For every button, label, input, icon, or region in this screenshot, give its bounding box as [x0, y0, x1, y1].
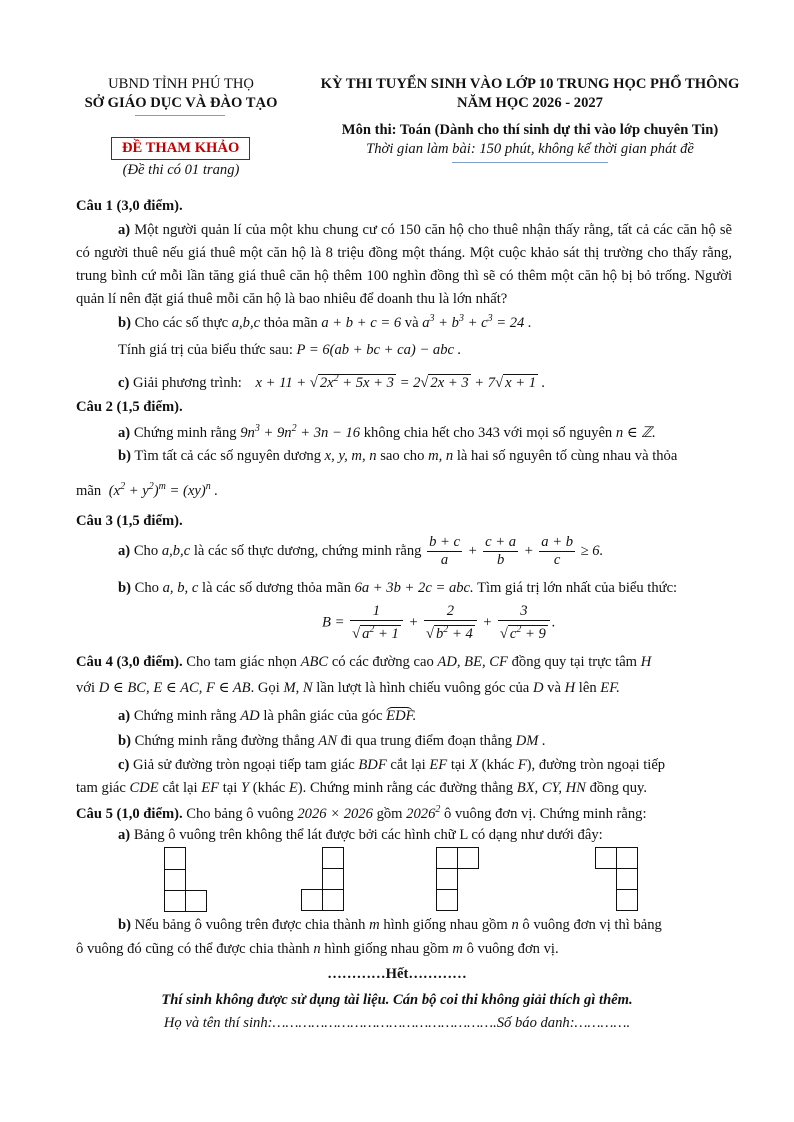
q2a-text2: không chia hết cho 343 với mọi số nguyên	[363, 424, 613, 441]
q4c-line2	[76, 780, 647, 797]
q4-intro7: và	[547, 680, 561, 696]
q4c-text11: đồng quy.	[589, 780, 647, 796]
q2a-text1: Chứng minh rằng	[133, 424, 237, 441]
q1b-text1: Cho các số thực	[134, 314, 229, 331]
right-header-underline	[452, 162, 608, 163]
q2b-label: b)	[118, 448, 131, 464]
q4c-e: E	[288, 780, 298, 796]
q5-intro-line	[76, 804, 647, 823]
q5b-line2	[76, 941, 559, 958]
end-marker: …………Hết…………	[327, 966, 467, 982]
q1b-text3: Tính giá trị của biểu thức sau:	[118, 342, 293, 358]
q1b-text2: thỏa mãn	[263, 314, 318, 331]
q3a-text2: là các số thực dương, chứng minh rằng	[193, 542, 422, 559]
q4c-text6: tam giác	[76, 780, 126, 796]
q5a-text: Bảng ô vuông trên không thể lát được bởi các hình chữ L có dạng như dưới đây:	[133, 827, 603, 843]
q4-orthocenter: H	[640, 654, 652, 670]
q5-intro2: gồm	[376, 805, 403, 822]
exam-title: KỲ THI TUYỂN SINH VÀO LỚP 10 TRUNG HỌC PHỔ THÔNG	[320, 76, 740, 92]
footer-note: Thí sinh không được sử dụng tài liệu. Cán bộ coi thi không giải thích gì thêm.	[161, 992, 633, 1008]
q5b-m2: m	[452, 941, 463, 957]
q1b-expr-line	[118, 342, 461, 359]
q4a-angle: EDF.	[386, 708, 417, 724]
q4c-text2: cắt lại	[390, 757, 426, 773]
office-name: SỞ GIÁO DỤC VÀ ĐÀO TẠO	[84, 95, 278, 111]
q4c-y: Y	[241, 780, 250, 796]
q4c-lines: BX, CY, HN	[516, 780, 586, 796]
q4a-text1: Chứng minh rằng	[133, 708, 237, 724]
q4-intro6: lần lượt là hình chiếu vuông góc của	[316, 680, 530, 696]
q5-intro3: ô vuông đơn vị. Chứng minh rằng:	[444, 805, 647, 822]
q5b-text1: Nếu bảng ô vuông trên được chia thành	[134, 917, 366, 933]
q4-intro1: Cho tam giác nhọn	[186, 654, 297, 670]
department-name: UBND TỈNH PHÚ THỌ	[108, 76, 254, 92]
reference-badge: ĐỀ THAM KHẢO	[111, 137, 250, 160]
candidate-info-line: Họ và tên thí sinh:…………………………………………….Số báo danh:………….	[163, 1015, 631, 1031]
q4-h: H	[564, 680, 576, 696]
q4-intro4: với	[76, 680, 96, 696]
q2a-line	[118, 423, 656, 442]
q5-size: 2026 × 2026	[297, 805, 373, 822]
q4-mn: M, N	[283, 680, 313, 696]
q1a-paragraph	[76, 219, 732, 311]
q5b-text6: ô vuông đơn vị.	[466, 941, 559, 957]
q3a-inequality: $\frac{b + c}{a}$ + $\frac{c + a}{b}$ + $\frac{a + b}{c}$ ≥ 6.	[429, 534, 604, 568]
q4-intro3: đồng quy tại trực tâm	[511, 654, 638, 670]
school-year: NĂM HỌC 2026 - 2027	[457, 95, 603, 111]
q3b-vars: a, b, c	[162, 580, 199, 596]
q2a-label: a)	[118, 424, 131, 441]
q5b-text4: ô vuông đó cũng có thể được chia thành	[76, 941, 310, 957]
q1b-expression: P = 6(ab + bc + ca) − abc .	[296, 342, 462, 358]
q1c-label: c)	[118, 374, 130, 391]
q2b-line	[118, 448, 677, 465]
q5-intro1: Cho bảng ô vuông	[186, 805, 294, 822]
q4b-text1: Chứng minh rằng đường thẳng	[134, 733, 315, 749]
q4c-label: c)	[118, 757, 130, 773]
q4a-text2: là phân giác của góc	[263, 708, 383, 724]
q2b-cont-line	[76, 481, 218, 500]
q4b-line	[118, 733, 546, 750]
q4c-text4: (khác	[481, 757, 515, 773]
q4b-text2: đi qua trung điểm đoạn thẳng	[340, 733, 513, 749]
time-line: Thời gian làm bài: 150 phút, không kể thời gian phát đề	[366, 141, 694, 157]
q4-intro5: . Gọi	[250, 680, 280, 696]
q4-ef: EF.	[600, 680, 620, 696]
q4-triangle: ABC	[300, 654, 329, 670]
q1-title: Câu 1 (3,0 điểm).	[76, 198, 183, 214]
q1b-cond1: a + b + c = 6	[321, 314, 402, 331]
q4c-text9: (khác	[252, 780, 286, 796]
q2b-text4: mãn	[76, 482, 102, 499]
q4-title: Câu 4 (3,0 điểm).	[76, 654, 183, 670]
q5b-label: b)	[118, 917, 131, 933]
q4-intro-line1	[76, 654, 651, 671]
q5-title: Câu 5 (1,0 điểm).	[76, 805, 183, 822]
q4c-text10: ). Chứng minh rằng các đường thẳng	[297, 780, 514, 796]
q1b-cond2: $a^3 + b^3 + c^3 = 24$ .	[422, 313, 532, 331]
q3b-cond: 6a + 3b + 2c = abc.	[354, 580, 474, 596]
q2b-equation: $(x^2 + y^2)^m = (xy)^n$ .	[108, 481, 218, 499]
q5b-text3: ô vuông đơn vị thì bảng	[522, 917, 662, 933]
q4c-ef2: EF	[201, 780, 220, 796]
q4-d: D	[532, 680, 544, 696]
q4c-cde: CDE	[129, 780, 159, 796]
q5b-m1: m	[369, 917, 380, 933]
q4a-ad: AD	[240, 708, 260, 724]
q4a-line	[118, 708, 416, 725]
q4c-text8: tại	[222, 780, 238, 796]
q5a-line	[118, 827, 603, 844]
q4-feet: D ∈ BC, E ∈ AC, F ∈ AB	[98, 680, 251, 696]
left-header-underline	[135, 115, 225, 116]
q3a-text1: Cho	[133, 542, 159, 559]
q4-intro-line2	[76, 679, 620, 697]
q1c-equation: x + 11 + √ $2x^2 + 5x + 3 = 2√$ 2x + 3 + 7√ x + 1 .	[255, 373, 546, 391]
q4c-x: X	[469, 757, 478, 773]
q5-count: 2026$^2$	[406, 804, 441, 822]
q4a-label: a)	[118, 708, 131, 724]
q1b-label: b)	[118, 314, 131, 331]
q4-intro2: có các đường cao	[331, 654, 434, 670]
q2b-text2: sao cho	[380, 448, 425, 464]
q5b-line1	[118, 917, 662, 934]
q2b-text1: Tìm tất cả các số nguyên dương	[134, 448, 322, 464]
q4c-f: F	[517, 757, 527, 773]
q3a-line	[118, 534, 603, 569]
q1b-vars: a,b,c	[231, 314, 261, 331]
q4c-line1	[118, 757, 665, 774]
q2b-vars2: m, n	[428, 448, 454, 464]
q1c-line	[118, 373, 545, 392]
q3b-text2: là các số dương thỏa mãn	[201, 580, 351, 596]
q4-altitudes: AD, BE, CF	[437, 654, 508, 670]
q4-intro8: lên	[578, 680, 597, 696]
q1b-line	[118, 313, 532, 332]
subject-line: Môn thi: Toán (Dành cho thí sinh dự thi vào lớp chuyên Tin)	[341, 122, 719, 138]
q2b-vars: x, y, m, n	[324, 448, 377, 464]
q5b-n1: n	[511, 917, 519, 933]
q3a-label: a)	[118, 542, 131, 559]
q4c-text1: Giả sử đường tròn ngoại tiếp tam giác	[133, 757, 355, 773]
q2a-polynomial: $9n^3 + 9n^2 + 3n - 16$	[240, 423, 361, 441]
q4c-ef1: EF	[429, 757, 448, 773]
q3b-text1: Cho	[134, 580, 159, 596]
q1a-text: Một người quản lí của một khu chung cư có 150 căn hộ cho thuê nhận thấy rằng, tất cả các căn hộ sẽ có người thuê nếu giá thuê một căn hộ là 8 triệu đồng một tháng. Một cuộc khảo sát thị trường cho thấy rằng, trung bình cứ mỗi lần tăng giá thuê căn hộ thêm 100 nghìn đồng thì sẽ có thêm một căn hộ bị bỏ trống. Người quản lí nên đặt giá thuê mỗi căn hộ là bao nhiêu để doanh thu là lớn nhất?	[76, 222, 732, 307]
q4c-text5: ), đường tròn ngoại tiếp	[526, 757, 666, 773]
q5b-n2: n	[313, 941, 321, 957]
q4c-bdf: BDF	[358, 757, 387, 773]
q4b-label: b)	[118, 733, 131, 749]
q2-title: Câu 2 (1,5 điểm).	[76, 399, 183, 415]
q4c-text7: cắt lại	[162, 780, 198, 796]
q4b-dm: DM .	[515, 733, 546, 749]
q3b-label: b)	[118, 580, 131, 596]
pages-note: (Đề thi có 01 trang)	[122, 162, 240, 178]
q3b-line	[118, 580, 677, 597]
q4c-text3: tại	[450, 757, 466, 773]
q3a-vars: a,b,c	[161, 542, 191, 559]
q4b-an: AN	[318, 733, 337, 749]
q1b-and: và	[404, 314, 419, 331]
q2b-text3: là hai số nguyên tố cùng nhau và thỏa	[456, 448, 678, 464]
q5b-text5: hình giống nhau gồm	[324, 941, 449, 957]
q5a-label: a)	[118, 827, 131, 843]
q2a-domain: n ∈ ℤ.	[615, 424, 656, 441]
q3-title: Câu 3 (1,5 điểm).	[76, 513, 183, 529]
q1a-label: a)	[118, 222, 131, 238]
q1c-text: Giải phương trình:	[133, 374, 242, 391]
q5b-text2: hình giống nhau gồm	[383, 917, 508, 933]
q3b-text3: Tìm giá trị lớn nhất của biểu thức:	[477, 580, 678, 596]
q3b-expression: B = $\frac{1}{√ a^2 + 1}$ + $\frac{2}{√ b^2 + 4}$ + $\frac{3}{√ c^2 + 9}$ .	[322, 603, 556, 642]
